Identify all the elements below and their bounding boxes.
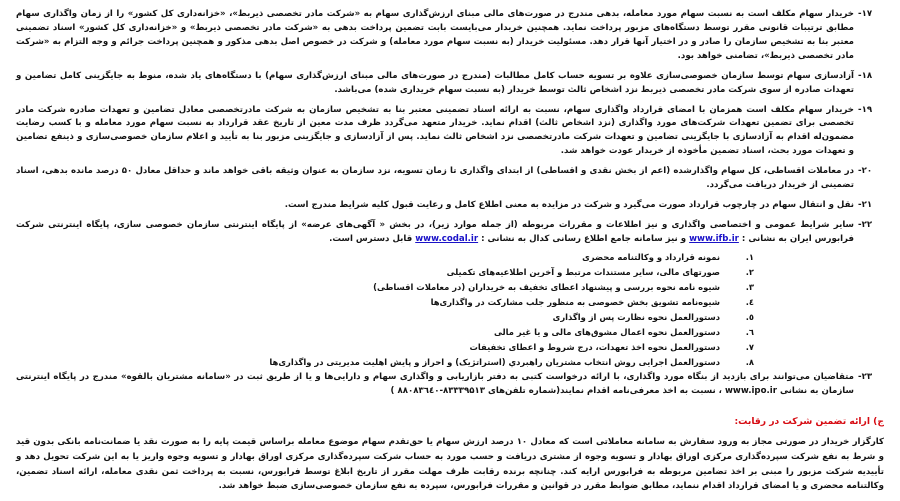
clause-23 <box>16 371 884 399</box>
sublist-item-7-text: دستورالعمل نحوه اخذ تعهدات، درج شروط و اعطای تخفیفات <box>469 341 720 352</box>
ifb-website-link[interactable]: www.ifb.ir <box>689 233 739 244</box>
clause-23-number: ۲۳- <box>858 372 873 383</box>
clause-19 <box>16 104 884 160</box>
clause-21 <box>16 199 884 213</box>
sublist-item-3-number: ۳. <box>745 281 754 292</box>
clause-17 <box>16 8 884 64</box>
clause-23-text-part3: ) <box>390 386 395 397</box>
sublist-item-8 <box>16 355 884 370</box>
sublist-item-2-text: صورتهای مالی، سایر مستندات مرتبط و آخرین اطلاعیه‌های تکمیلی <box>446 266 720 277</box>
codal-website-link[interactable]: www.codal.ir <box>415 233 479 244</box>
section-c-paragraph: کارگزار خریدار در صورتی مجاز به ورود سفارش به سامانه معاملاتی است که معادل ۱۰ درصد ارزش سهام یا حق‌تقدم سهام موضوع معامله براساس قیمت پایه را به صورت نقد یا ضمانت‌نامه بانکی بدون قید و شرط به نفع شرکت سپرده‌گذاری مرکزی اوراق بهادار و تسویه وجوه از مشتری دریافت و حسب مورد به حساب شرکت سپرده‌گذاری مرکزی اوراق بهادار و تسویه وجوه واریز یا به این شرکت تحویل دهد و تأییدیه شرکت مزبور را مبنی بر اخذ تضامین مربوطه به فرابورس ارایه کند. چنانچه برنده رقابت ظرف مهلت مقرر از تاریخ ابلاغ توسط فرابورس، نسبت به پرداخت ثمن نقدی معامله، ارائه اسناد تضمین، وکالتنامه محضری و یا امضای قرارداد اقدام ننماید، مطابق ضوابط مقرر در قوانین و مقررات فرابورس، سپرده به نفع سازمان خصوصی‌سازی ضبط خواهد شد. <box>16 437 884 492</box>
sublist-item-4 <box>16 295 884 310</box>
section-c-heading: ج) ارائه تضمین شرکت در رقابت: <box>734 416 884 428</box>
sublist-item-4-number: ٤. <box>745 296 754 307</box>
sublist-item-7-number: ۷. <box>745 341 754 352</box>
sublist-item-3-text: شیوه نامه نحوه بررسی و پیشنهاد اعطای تخفیف به خریداران (در معاملات اقساطی) <box>373 281 720 292</box>
sublist-item-5-text: دستورالعمل نحوه نظارت پس از واگذاری <box>552 311 720 322</box>
clause-19-text: خریدار سهام مکلف است همزمان با امضای قرارداد واگذاری سهام، نسبت به ارائه اسناد تضمینی معتبر بنا به تشخیص سازمان به شرکت مادرتخصصی معادل تضامین و تعهدات صادره شرکت مادر تخصصی برای تضمین تعهدات شرکت‌های مورد واگذاری (نزد اشخاص ثالث) اقدام نماید. خریدار متعهد می‌گردد ظرف مدت معین از تاریخ عقد قرارداد به نسبت سهام مورد معامله و با کسب رضایت مضمون‌له اقدام به آزادسازی با جایگزینی تضامین و تعهدات شرکت مادرتخصصی نزد اشخاص ثالث نماید. پس از آزادسازی و جایگزینی مزبور بنا به تأیید و اعلام سازمان خصوصی‌سازی و ذینفع تضامین و تعهدات مورد بحث، اسناد تضمین مأخوذه از خریدار عودت خواهد شد. <box>16 104 854 157</box>
sublist-item-3 <box>16 280 884 295</box>
clause-22-text-part3: قابل دسترس است. <box>329 233 413 244</box>
clause-18 <box>16 70 884 98</box>
sublist-item-1-number: ۱. <box>745 251 754 262</box>
clause-22-text-part1: سایر شرایط عمومی و اختصاصی واگذاری و نیز اطلاعات و مقررات مربوطه (از جمله موارد زیر)، در بخش « آگهی‌های عرضه» از پایگاه اینترنتی سازمان خصوصی سازی، پایگاه اینترنتی شرکت فرابورس ایران به نشانی : <box>16 219 854 244</box>
sublist-item-8-text: دستورالعمل اجرایی روش انتخاب مشتریان راهبردي (استراتژیک) و احراز و پایش اهلیت مدیریتی در واگذاری‌ها <box>269 356 720 367</box>
clause-20-text: در معاملات اقساطی، کل سهام واگذارشده (اعم از بخش نقدی و اقساطی) از ابتدای واگذاری تا زمان تسویه، نزد سازمان به عنوان وثیقه باقی خواهد ماند و حداقل معادل ۵۰ درصد مانده بدهی، اسناد تضمینی از خریدار دریافت می‌گردد. <box>16 166 854 191</box>
clause-21-number: ۲۱- <box>858 200 873 211</box>
contact-phone-numbers: ۸۸۰۸۳٦٤۰-۸۳۳۳۹۵۱۳ <box>397 386 485 397</box>
clause-21-text: نقل و انتقال سهام در چارچوب قرارداد صورت می‌گیرد و شرکت در مزایده به معنی اطلاع کامل و رعایت قبول کلیه شرایط مندرج است. <box>284 200 854 211</box>
clause-17-text: خریدار سهام مکلف است به نسبت سهام مورد معامله، بدهی مندرج در صورت‌های مالی مبنای ارزش‌گذاری سهام به «شرکت مادر تخصصی ذیربط»، «خزانه‌داری کل کشور» را از زمان واگذاری سهام مطابق ترتیبات قانونی مقرر توسط دستگاه‌های مزبور پرداخت نماید. همچنین خریدار می‌بایست بابت تضمین پرداخت بدهی به «شرکت مادر تخصصی ذیربط» و «خزانه‌داری کل کشور» اسناد تضمینی معتبر بنا به تشخیص سازمان را صادر و در اختیار آنها قرار دهد. مسئولیت خریدار (به نسبت سهام مورد معامله) و شرکت در خصوص اصل بدهی مذکور و همچنین پرداخت جرائم و وجه التزام به «شرکت مادر تخصصی ذیربط»، تضامنی خواهد بود. <box>16 9 854 61</box>
clause-22-number: ۲۲- <box>858 219 873 230</box>
sublist-item-1-text: نمونه قرارداد و وکالتنامه محضری <box>582 251 720 262</box>
sublist-item-6 <box>16 325 884 340</box>
sublist-item-4-text: شیوه‌نامه تشویق بخش خصوصی به منظور جلب مشارکت در واگذاری‌ها <box>430 296 720 307</box>
clause-19-number: ۱۹- <box>858 104 873 115</box>
clause-20-number: ۲۰- <box>858 166 873 177</box>
sublist-item-5-number: ٥. <box>745 311 754 322</box>
clause-18-number: ۱۸- <box>858 70 873 81</box>
clause-22 <box>16 219 884 247</box>
sublist-item-7 <box>16 340 884 355</box>
clause-23-text <box>16 371 854 399</box>
clause-17-number: ۱۷- <box>858 9 873 19</box>
clause-22-sublist <box>16 250 884 370</box>
clause-22-text-part2: و نیز سامانه جامع اطلاع رسانی کدال به نشانی : <box>481 233 687 244</box>
clause-18-text: آزادسازی سهام توسط سازمان خصوصی‌سازی علاوه بر تسویه حساب کامل مطالبات (مندرج در صورت‌های مالی مبنای ارزش‌گذاری سهام) با دستگاه‌های یاد شده، منوط به جایگزینی کامل تضامین و تعهدات صادره از سوی شرکت مادر تخصصی ذیربط نزد اشخاص ثالث توسط خریدار (به نسبت سهام خریداری شده) می‌باشد. <box>16 70 854 95</box>
clause-22-text <box>16 219 854 247</box>
sublist-item-2 <box>16 265 884 280</box>
sublist-item-5 <box>16 310 884 325</box>
sublist-item-6-text: دستورالعمل نحوه اعمال مشوق‌های مالی و یا غیر مالی <box>494 326 720 337</box>
clause-23-text-part2: ، نسبت به اخذ معرفی‌نامه اقدام نمایند(شماره تلفن‌های <box>488 386 722 397</box>
sublist-item-8-number: ۸. <box>745 356 754 367</box>
sublist-item-6-number: ٦. <box>745 326 754 337</box>
clause-20 <box>16 165 884 193</box>
clause-23-text-part1: متقاضیان می‌توانند برای بازدید از بنگاه مورد واگذاری، با ارائه درخواست کتبی به دفتر بازاریابی و واگذاری سهام و دارایی‌ها و یا از طریق ثبت در «سامانه مشتریان بالقوه» مندرج در پایگاه اینترنتی سازمان به نشانی <box>16 372 854 397</box>
sublist-item-2-number: ۲. <box>745 266 754 277</box>
ipo-website-url[interactable]: www.ipo.ir <box>724 386 777 397</box>
sublist-item-1 <box>16 250 884 265</box>
